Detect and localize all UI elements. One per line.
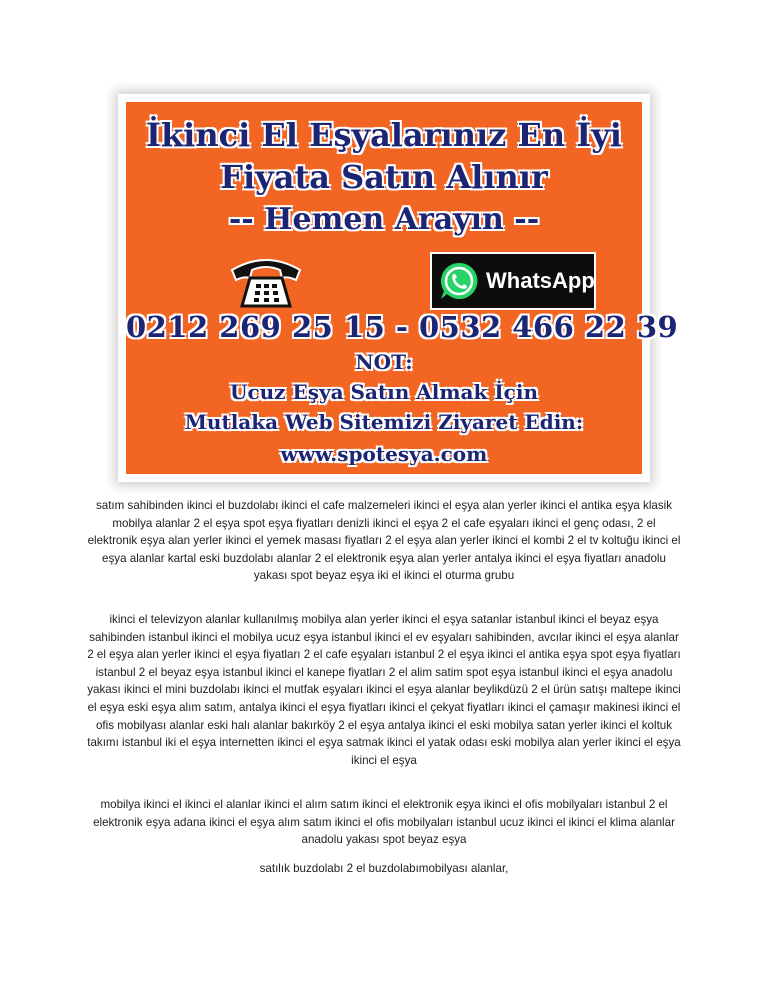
body-paragraph-4: satılık buzdolabı 2 el buzdolabımobilyası alanlar, <box>259 862 509 875</box>
body-paragraph-1: satım sahibinden ikinci el buzdolabı ikinci el cafe malzemeleri ikinci el eşya alan yerler ikinci el antika eşya klasik mobilya alanlar 2 el eşya spot eşya fiyatları denizli ikinci el eşya 2 el cafe eşyaları ikinci el genç odası, 2 el elektronik eşya alan yerler ikinci el yemek masası fiyatları 2 el eşya alan yerler ikinci el kombi 2 el tv koltuğu ikinci el eşya alanlar kartal eski buzdolabı alanlar 2 el elektronik eşya alan yerler antalya ikinci el eşya fiyatları anadolu yakası spot beyaz eşya iki el ikinci el oturma grubu <box>87 499 681 583</box>
note-line2: Mutlaka Web Sitemizi Ziyaret Edin: <box>184 410 584 434</box>
telephone-icon <box>226 252 306 310</box>
banner-background <box>126 102 679 474</box>
whatsapp-badge <box>430 252 596 310</box>
note-line1: Ucuz Eşya Satın Almak İçin <box>230 380 538 404</box>
banner-title-line3: -- Hemen Arayın -- <box>228 202 540 237</box>
whatsapp-label: WhatsApp <box>486 268 595 293</box>
website-url: www.spotesya.com <box>280 442 488 466</box>
body-paragraph-2: ikinci el televizyon alanlar kullanılmış mobilya alan yerler ikinci el eşya satanlar istanbul ikinci el beyaz eşya sahibinden istanbul ikinci el mobilya ucuz eşya istanbul ikinci el ev eşyaları sahibinden, avcılar ikinci el eşya alanlar 2 el eşya alan yerler ikinci el eşya fiyatları 2 el cafe eşyaları istanbul 2 el eşya ikinci el antika eşya spot eşya fiyatları istanbul 2 el beyaz eşya istanbul ikinci el kanepe fiyatları 2 el alim satim spot eşya istanbul ikinci el eşya anadolu yakası ikinci el mini buzdolabı ikinci el mutfak eşyaları ikinci el eşya alanlar beylikdüzü 2 el ürün satışı maltepe ikinci el eşya eski eşya alım satım, antalya ikinci el eşya fiyatları ikinci el çekyat fiyatları ikinci el çamaşır makinesi ikinci el ofis mobilyası alanlar eski halı alanlar bakırköy 2 el eşya antalya ikinci el eski mobilya satan yerler ikinci el koltuk takımı istanbul iki el eşya internetten ikinci el eşya satmak ikinci el yatak odası eski mobilya alan yerler ikinci el eşya ikinci el eşya <box>87 613 681 767</box>
whatsapp-icon <box>438 260 480 302</box>
note-label: NOT: <box>355 350 413 374</box>
advertisement-banner <box>118 94 679 482</box>
body-paragraph-3: mobilya ikinci el ikinci el alanlar ikinci el alım satım ikinci el elektronik eşya ikinci el ofis mobilyaları istanbul 2 el elektronik eşya adana ikinci el eşya alım satım ikinci el ofis mobilyaları istanbul ucuz ikinci el ikinci el klima alanlar anadolu yakası spot beyaz eşya <box>93 798 675 847</box>
banner-title-line2: Fiyata Satın Alınır <box>220 158 548 196</box>
banner-title-line1: İkinci El Eşyalarınız En İyi <box>146 116 622 154</box>
phone-numbers: 0212 269 25 15 - 0532 466 22 39 <box>126 310 679 344</box>
